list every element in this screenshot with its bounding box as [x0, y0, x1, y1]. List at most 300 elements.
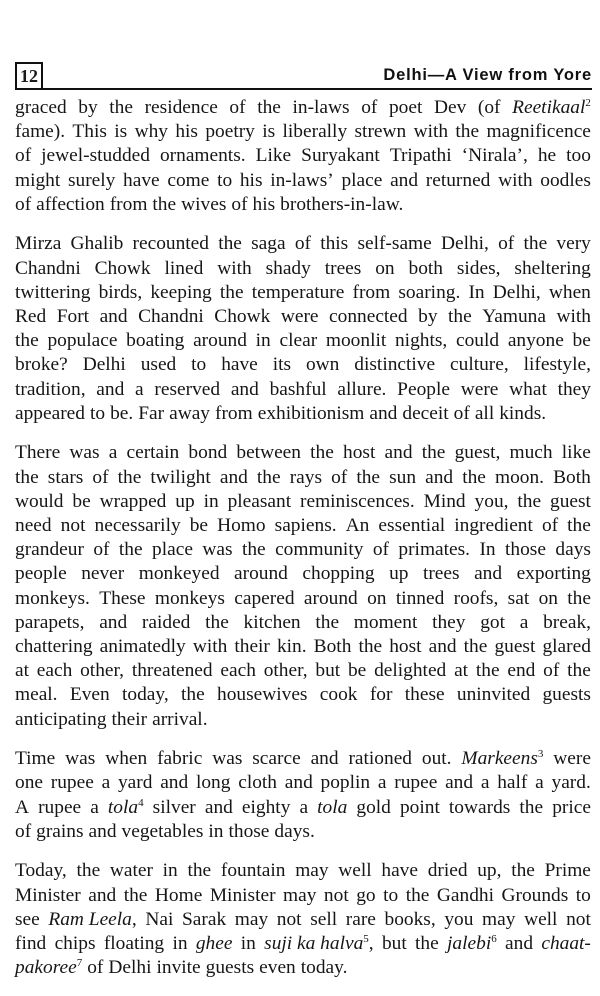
word: guest — [550, 490, 591, 512]
text-line — [15, 562, 591, 586]
word: need — [15, 515, 52, 536]
word: to — [383, 884, 399, 906]
word: Even — [69, 684, 110, 706]
word: in — [203, 490, 219, 512]
word: An — [345, 515, 370, 536]
word: never — [81, 563, 125, 585]
word: the — [517, 490, 542, 512]
word: Homo — [217, 515, 266, 536]
word — [461, 747, 543, 771]
word: days. — [274, 820, 315, 842]
word: of — [92, 466, 109, 488]
word: parapets, — [15, 611, 85, 633]
word: This — [72, 121, 107, 143]
word: fountain — [220, 860, 286, 882]
word: the — [123, 884, 148, 906]
word: Grounds — [501, 884, 569, 906]
word: rupee — [50, 772, 94, 794]
word: and — [474, 563, 503, 585]
word: of — [541, 515, 559, 536]
word: like — [561, 442, 591, 464]
word: even — [259, 957, 296, 979]
word: saga — [251, 233, 286, 255]
word: the — [152, 193, 177, 215]
word: and — [390, 169, 419, 191]
word: of — [543, 660, 560, 682]
word — [108, 796, 144, 820]
word: you — [444, 908, 474, 930]
word: other, — [80, 660, 125, 682]
word: reminiscences. — [300, 490, 415, 512]
word: the — [421, 442, 446, 464]
word: the — [218, 233, 242, 255]
footnote-marker: 3 — [537, 748, 544, 761]
word: a — [535, 772, 544, 794]
word: the — [405, 884, 430, 906]
word: cook — [319, 684, 358, 706]
word: he — [537, 145, 557, 167]
word — [512, 96, 591, 120]
word: sell — [310, 908, 338, 930]
text-line — [15, 329, 591, 353]
word: fame). — [15, 121, 66, 143]
word: of — [15, 193, 32, 215]
word: a — [299, 796, 309, 818]
word: to — [89, 402, 106, 424]
body-text — [15, 96, 591, 996]
text-line — [15, 956, 591, 980]
text-line — [15, 611, 591, 635]
italic-term: ghee — [195, 933, 233, 954]
word: moonlit — [325, 330, 387, 352]
word: books, — [384, 908, 436, 930]
word: monkeys — [154, 587, 225, 609]
word: a — [480, 772, 490, 794]
word: not — [566, 908, 591, 930]
word: Nai — [145, 908, 174, 930]
word: to — [217, 169, 233, 191]
word: the — [187, 860, 212, 882]
word: birds, — [98, 281, 143, 303]
word: sun — [389, 466, 417, 488]
word: and — [99, 306, 128, 327]
word: wrapped — [99, 490, 167, 512]
word: liberally — [282, 121, 348, 143]
word: twilight — [150, 466, 211, 488]
word: in — [162, 860, 178, 882]
word: broke? — [15, 354, 68, 376]
word: away — [169, 402, 211, 424]
word: host — [389, 635, 422, 657]
word: of — [15, 145, 32, 167]
word: affection — [36, 193, 105, 215]
word: but — [381, 933, 407, 954]
word: those — [228, 820, 270, 842]
text-line — [15, 232, 591, 256]
word: have — [123, 169, 160, 191]
word: bond — [188, 442, 228, 464]
word: and — [445, 772, 474, 794]
word: come — [167, 169, 210, 191]
word: and — [310, 748, 339, 770]
word: the — [463, 635, 488, 657]
word: their — [111, 708, 148, 730]
word: yard. — [551, 772, 591, 794]
word: monkeys. — [15, 587, 90, 609]
word: and — [219, 466, 248, 488]
word: of — [361, 97, 378, 118]
word: ornaments. — [159, 145, 246, 167]
word: host — [343, 442, 376, 464]
footnote-marker: 2 — [585, 97, 591, 109]
word: roofs, — [453, 587, 499, 609]
word: tinned — [395, 587, 445, 609]
word: temperature — [251, 281, 345, 303]
word: lifestyle, — [523, 354, 591, 376]
word: might — [15, 169, 61, 191]
word: was — [69, 442, 100, 464]
word: pleasant — [227, 490, 292, 512]
word: were — [460, 378, 499, 400]
word: between — [236, 442, 301, 464]
running-header — [15, 62, 592, 90]
word: sheltering — [514, 257, 591, 279]
word: glared — [542, 635, 591, 657]
paragraph — [15, 859, 591, 980]
word: grandeur — [15, 539, 84, 561]
word: be — [347, 660, 367, 682]
word: magnificence — [486, 121, 591, 143]
word: of — [231, 193, 248, 215]
word: have — [381, 860, 418, 882]
word: the — [415, 933, 439, 954]
word: with — [556, 306, 591, 327]
word: with — [217, 257, 252, 279]
word: and — [204, 796, 233, 818]
text-line — [15, 281, 591, 305]
word — [15, 956, 82, 980]
word: the — [462, 466, 486, 488]
word: of — [498, 233, 515, 255]
word: a — [108, 442, 118, 464]
word: threatened — [131, 660, 213, 682]
word: got — [480, 611, 505, 633]
footnote-marker: 4 — [138, 796, 144, 809]
word: very — [556, 233, 591, 255]
paragraph — [15, 96, 591, 217]
word: be — [189, 515, 209, 536]
word: of — [372, 539, 389, 561]
word: their — [234, 635, 270, 657]
text-line — [15, 402, 591, 426]
word: the — [241, 539, 266, 561]
word: These — [99, 587, 146, 609]
word: the — [511, 860, 535, 882]
word: the — [76, 860, 101, 882]
word: yard — [117, 772, 153, 794]
word: were — [553, 748, 591, 770]
word: Chowk — [214, 306, 271, 327]
text-line — [15, 932, 591, 956]
italic-term: tola — [317, 796, 348, 818]
word: ‘Nirala’, — [461, 145, 528, 167]
word: twittering — [15, 281, 91, 303]
word: those — [505, 539, 546, 561]
word: (of — [477, 97, 501, 118]
word: around — [234, 563, 288, 585]
word: each — [36, 660, 73, 682]
word: grains — [36, 820, 84, 842]
word: appeared — [15, 402, 85, 424]
word: anticipating — [15, 708, 107, 730]
word: used — [140, 354, 177, 376]
word: the — [475, 660, 500, 682]
word: and — [99, 611, 128, 633]
word: the — [356, 466, 381, 488]
word: vegetables — [121, 820, 204, 842]
word: essential — [378, 515, 446, 536]
text-line — [15, 96, 591, 120]
word: Delhi, — [492, 281, 541, 303]
word: residence — [144, 97, 218, 118]
text-line — [15, 820, 591, 844]
word: from — [109, 193, 148, 215]
word: at — [454, 660, 469, 682]
word: water — [109, 860, 153, 882]
word: Red — [15, 306, 47, 327]
text-line — [15, 884, 591, 908]
word: these — [404, 684, 445, 706]
word: In — [468, 281, 485, 303]
word: may — [234, 908, 269, 930]
word: and — [284, 772, 313, 794]
word: poet — [388, 97, 423, 118]
word: Minister — [209, 884, 276, 906]
text-line — [15, 771, 591, 795]
text-line — [15, 538, 591, 562]
word: both — [408, 257, 443, 279]
word: not — [323, 884, 349, 906]
word: on — [375, 257, 395, 279]
header-rule — [15, 88, 592, 90]
word: well — [524, 908, 558, 930]
word: Time — [15, 748, 56, 770]
word: stars — [47, 466, 84, 488]
word: may — [295, 860, 329, 882]
word: find — [15, 933, 47, 954]
word: monkeyed — [138, 563, 220, 585]
word: the — [180, 684, 205, 706]
word: Both — [553, 466, 591, 488]
text-line — [15, 305, 591, 329]
word: primates. — [398, 539, 471, 561]
word: soaring. — [398, 281, 461, 303]
word: days — [555, 539, 591, 561]
word: much — [509, 442, 553, 464]
word: lined — [164, 257, 204, 279]
word: There — [15, 442, 61, 464]
word: you, — [474, 490, 509, 512]
word: suji ka halva$^5$, — [264, 933, 374, 954]
word: from — [215, 402, 253, 424]
word: populace — [47, 330, 118, 352]
word: chips — [54, 933, 96, 954]
word: is — [262, 121, 276, 143]
word: Today, — [15, 860, 67, 882]
word: Delhi, — [440, 233, 489, 255]
word: People — [397, 378, 450, 400]
word: scarce — [252, 748, 301, 770]
word: invite — [156, 957, 201, 979]
word: sat — [507, 587, 530, 609]
word: the — [219, 281, 244, 303]
word: Delhi — [108, 957, 152, 979]
running-title: Delhi—A View from Yore — [383, 66, 592, 84]
word: jewel-studded — [41, 145, 150, 167]
word: Chandni — [138, 306, 204, 327]
text-line — [15, 120, 591, 144]
text-line — [15, 796, 591, 820]
text-line — [15, 257, 591, 281]
text-line — [15, 378, 591, 402]
word: go — [356, 884, 376, 906]
word: not — [276, 908, 302, 930]
word: all — [474, 402, 495, 424]
word: Delhi — [82, 354, 126, 376]
word — [196, 932, 233, 956]
word: oodles — [540, 169, 591, 191]
word: the — [257, 97, 281, 118]
word: keeping — [150, 281, 212, 303]
word: the — [15, 330, 39, 352]
word: fabric — [157, 748, 203, 770]
word: sapiens. — [274, 515, 337, 536]
word: clear — [279, 330, 318, 352]
word: a — [377, 772, 387, 794]
word: nights, — [394, 330, 448, 352]
word: floating — [103, 933, 165, 954]
word: connected — [329, 306, 408, 327]
word: for — [369, 684, 393, 706]
word: and — [505, 933, 534, 954]
word: and — [425, 466, 454, 488]
word: the — [523, 233, 548, 255]
word: his — [175, 121, 198, 143]
word: was — [202, 539, 233, 561]
word: price — [552, 796, 591, 818]
word: Home — [154, 884, 203, 906]
word: with — [192, 635, 228, 657]
word: was — [212, 748, 243, 770]
word: cloth — [238, 772, 277, 794]
word: of — [331, 466, 348, 488]
word: anyone — [507, 330, 564, 352]
word: Ram Leela, — [48, 908, 137, 930]
word: today. — [300, 957, 348, 979]
word: long — [195, 772, 231, 794]
word: the — [567, 660, 591, 682]
word: rays — [289, 466, 323, 488]
word: by — [418, 306, 438, 327]
word: a — [101, 772, 111, 794]
word: in-laws — [292, 97, 350, 118]
word: not — [60, 515, 86, 536]
word: one — [15, 772, 43, 794]
word: boating — [126, 330, 185, 352]
word: distinctive — [354, 354, 436, 376]
word: the — [455, 121, 480, 143]
word: and — [369, 402, 398, 424]
word — [447, 932, 497, 956]
word: eighty — [241, 796, 291, 818]
word: Prime — [544, 860, 591, 882]
word: what — [509, 378, 547, 400]
word: they — [557, 378, 591, 400]
word: culture, — [450, 354, 509, 376]
text-line — [15, 635, 591, 659]
word: a — [90, 796, 99, 818]
word: the — [15, 466, 39, 488]
word: the — [117, 466, 142, 488]
italic-term: pakoree — [15, 957, 77, 979]
word: Chowk — [94, 257, 151, 279]
word: Chandni — [15, 257, 81, 279]
word: Suryakant — [301, 145, 380, 167]
word: housewives — [217, 684, 308, 706]
word: chattering — [15, 635, 93, 657]
word: and — [88, 884, 117, 906]
word: Far — [138, 402, 165, 424]
word: his — [239, 169, 263, 191]
word: own — [305, 354, 340, 376]
italic-term: chaat- — [541, 933, 591, 954]
word: up — [389, 563, 409, 585]
italic-term: Reetikaal — [512, 97, 586, 118]
paragraph — [15, 232, 591, 426]
word: gold — [356, 796, 391, 818]
word: reserved — [154, 378, 221, 400]
word: of — [294, 233, 311, 255]
text-line — [15, 144, 591, 168]
word: certain — [126, 442, 180, 464]
word: why — [134, 121, 168, 143]
word: Gandhi — [436, 884, 494, 906]
word: the — [567, 587, 591, 609]
word: kitchen — [243, 611, 301, 633]
word: and — [88, 820, 117, 842]
word: with — [413, 121, 449, 143]
word: on — [367, 587, 387, 609]
word: kinds. — [499, 402, 547, 424]
word: exhibitionism — [257, 402, 365, 424]
word: delighted — [374, 660, 447, 682]
word: of — [87, 957, 104, 979]
word: arrival. — [152, 708, 208, 730]
word: Ghalib — [70, 233, 124, 255]
word: in — [255, 330, 271, 352]
word: sides, — [456, 257, 501, 279]
word: be — [72, 490, 91, 512]
word: community — [275, 539, 364, 561]
word: wives — [181, 193, 227, 215]
word: exporting — [516, 563, 591, 585]
word: when — [548, 281, 591, 303]
word: silver — [152, 796, 196, 818]
paragraph — [15, 441, 591, 731]
word: chopping — [302, 563, 375, 585]
word: necessarily — [94, 515, 181, 536]
word: up — [175, 490, 195, 512]
